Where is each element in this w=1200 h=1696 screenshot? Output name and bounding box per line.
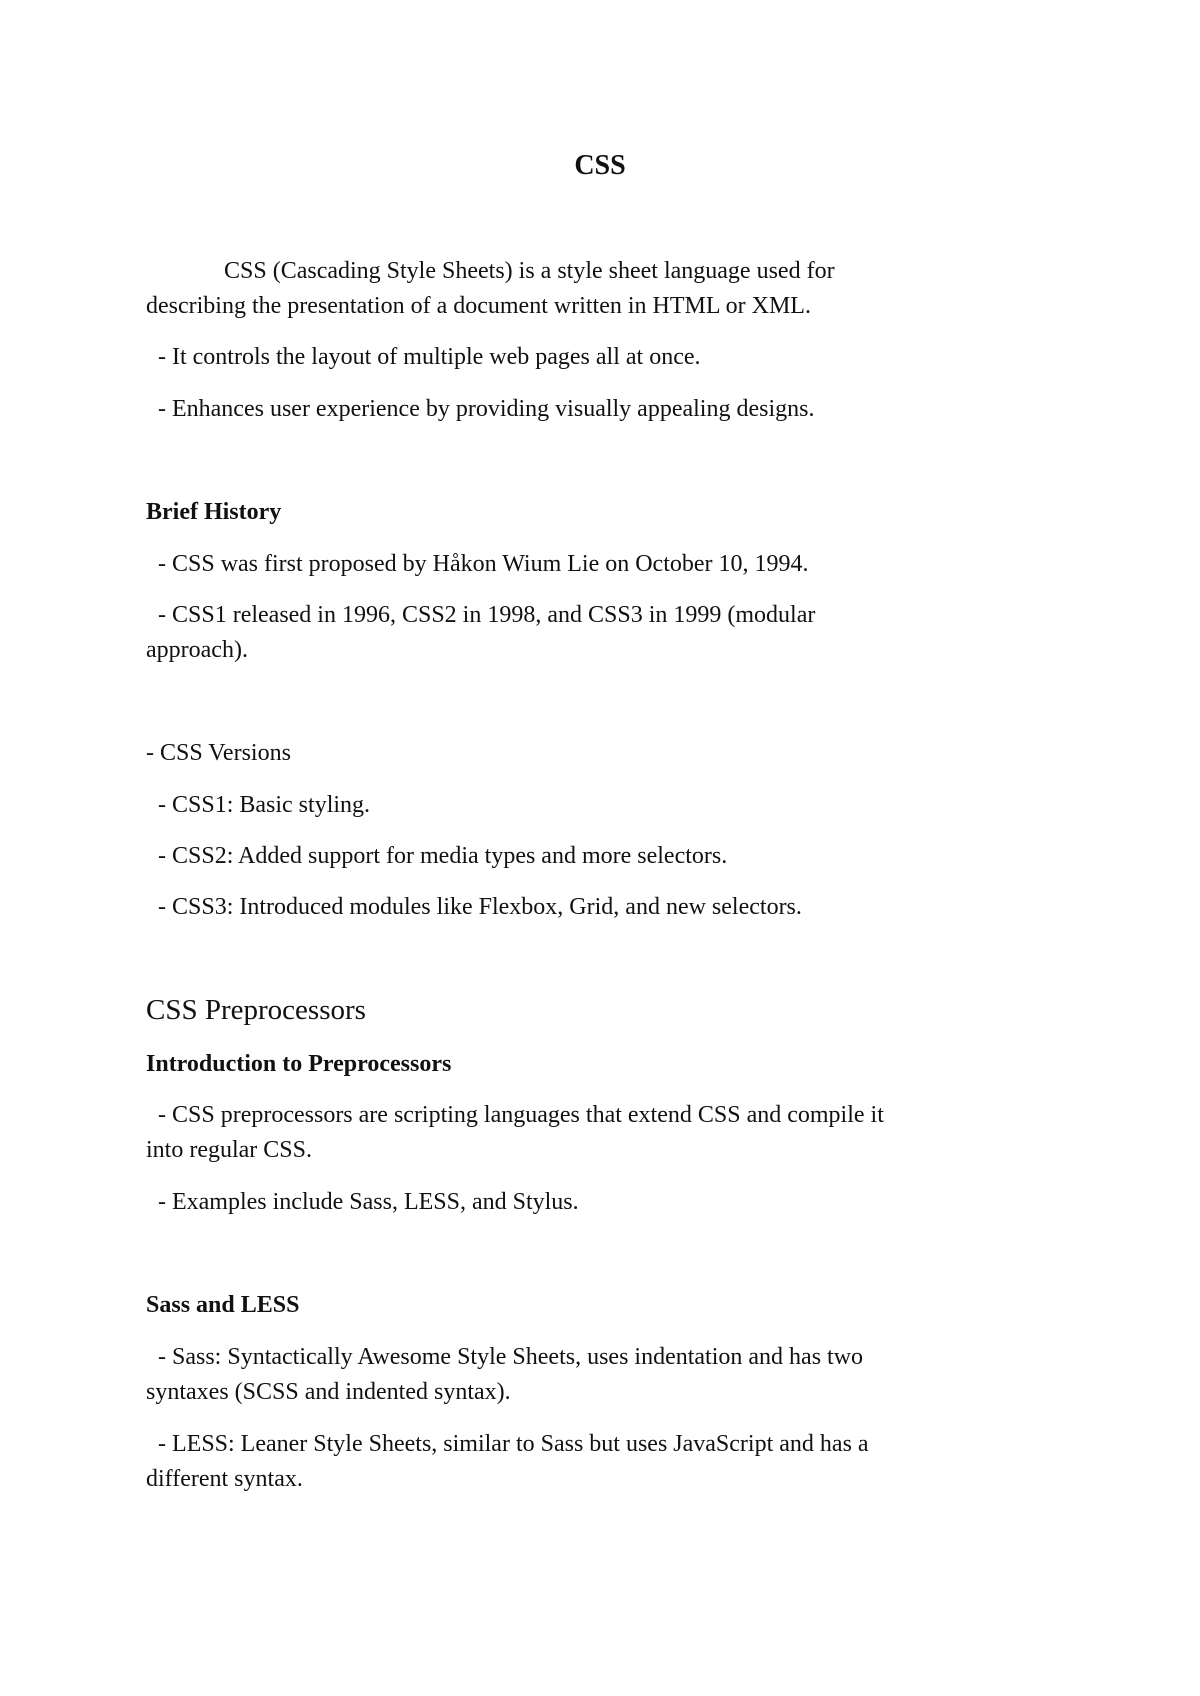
preprocessors-bullet-2: - Examples include Sass, LESS, and Stylus. [158,1189,579,1215]
preprocessors-intro-heading: Introduction to Preprocessors [146,1051,452,1077]
versions-item-1: - CSS1: Basic styling. [158,792,371,818]
preprocessors-bullet-1-line-2: into regular CSS. [146,1137,312,1163]
history-bullet-2-line-1: - CSS1 released in 1996, CSS2 in 1998, and CSS3 in 1999 (modular [158,602,816,628]
less-bullet-line-2: different syntax. [146,1466,303,1492]
intro-paragraph-line-1: CSS (Cascading Style Sheets) is a style sheet language used for [224,258,835,284]
versions-heading: - CSS Versions [146,740,291,766]
intro-bullet-1: - It controls the layout of multiple web pages all at once. [158,344,701,370]
sass-less-heading: Sass and LESS [146,1292,300,1318]
preprocessors-heading: CSS Preprocessors [146,994,366,1026]
less-bullet-line-1: - LESS: Leaner Style Sheets, similar to Sass but uses JavaScript and has a [158,1431,869,1457]
intro-paragraph-line-2: describing the presentation of a document written in HTML or XML. [146,293,811,319]
history-heading: Brief History [146,499,282,525]
sass-bullet-line-1: - Sass: Syntactically Awesome Style Sheets, uses indentation and has two [158,1344,864,1370]
versions-item-3: - CSS3: Introduced modules like Flexbox, Grid, and new selectors. [158,894,802,920]
history-bullet-2-line-2: approach). [146,637,248,663]
page-title: CSS [574,150,626,181]
preprocessors-bullet-1-line-1: - CSS preprocessors are scripting languages that extend CSS and compile it [158,1102,884,1128]
history-bullet-1: - CSS was first proposed by Håkon Wium Lie on October 10, 1994. [158,551,809,577]
intro-bullet-2: - Enhances user experience by providing visually appealing designs. [158,396,815,422]
sass-bullet-line-2: syntaxes (SCSS and indented syntax). [146,1379,511,1405]
versions-item-2: - CSS2: Added support for media types and more selectors. [158,843,728,869]
